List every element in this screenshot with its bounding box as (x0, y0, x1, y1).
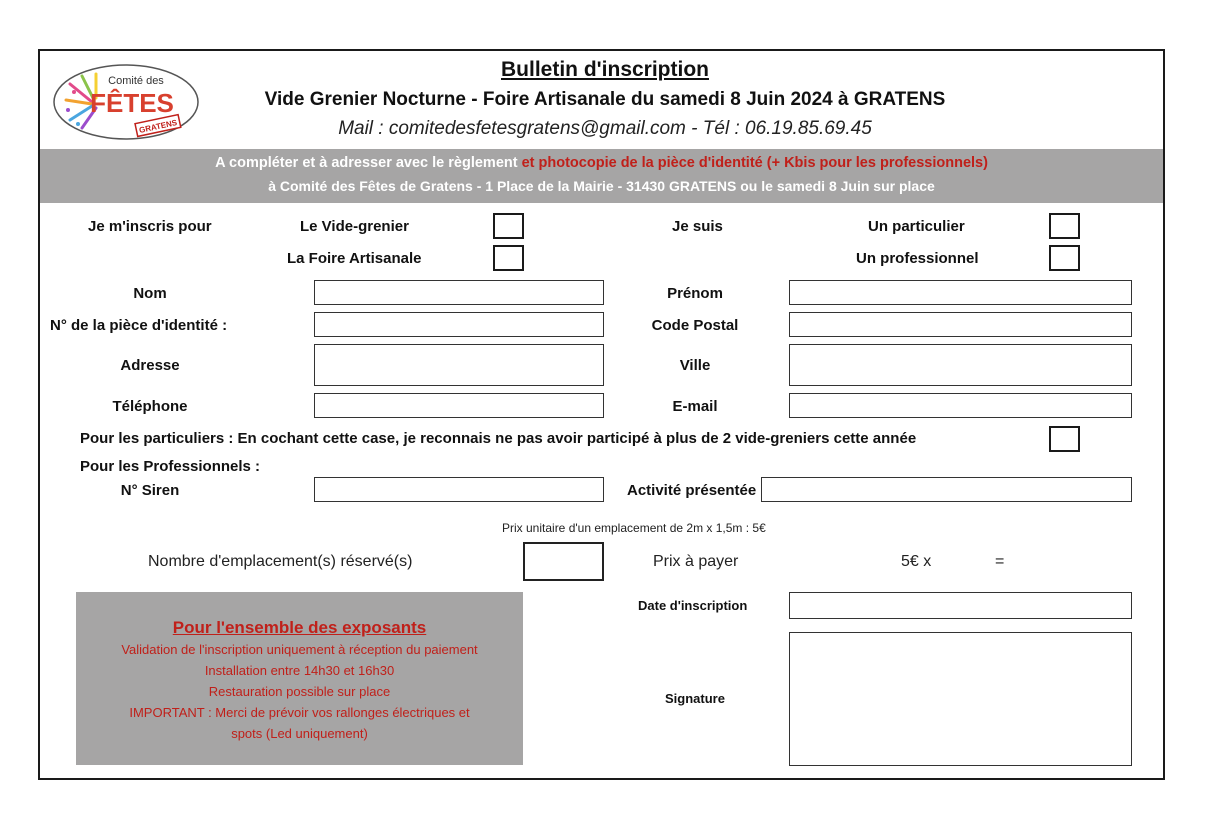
signature-label: Signature (665, 691, 725, 706)
checkbox-particulier[interactable] (1049, 213, 1080, 239)
option-vide-grenier-label: Le Vide-grenier (300, 218, 409, 235)
comite-des-fetes-logo (52, 62, 200, 142)
banner-instruction-text: A compléter et à adresser avec le règlement (215, 155, 522, 171)
banner-required-documents: et photocopie de la pièce d'identité (+ Kbis pour les professionnels) (521, 155, 988, 171)
option-professionnel-label: Un professionnel (856, 250, 979, 267)
nom-label: Nom (133, 285, 167, 302)
exposants-info-line: spots (Led uniquement) (231, 726, 368, 741)
code-postal-input[interactable] (789, 312, 1132, 337)
checkbox-foire-artisanale[interactable] (493, 245, 524, 271)
emplacements-count-label: Nombre d'emplacement(s) réservé(s) (148, 553, 413, 570)
piece-identite-label: N° de la pièce d'identité : (50, 317, 228, 334)
checkbox-vide-grenier[interactable] (493, 213, 524, 239)
exposants-info-line: Installation entre 14h30 et 16h30 (204, 663, 395, 678)
nom-input[interactable] (314, 280, 604, 305)
banner-instruction-line1 (40, 155, 1163, 171)
adresse-input[interactable] (314, 344, 604, 386)
telephone-label: Téléphone (112, 398, 188, 415)
ville-label: Ville (679, 357, 711, 374)
siren-label: N° Siren (120, 482, 180, 499)
checkbox-particuliers-declaration[interactable] (1049, 426, 1080, 452)
signature-area[interactable] (789, 632, 1132, 766)
registration-label: Je m'inscris pour (88, 218, 212, 235)
code-postal-label: Code Postal (651, 317, 739, 334)
option-foire-artisanale-label: La Foire Artisanale (287, 250, 422, 267)
date-inscription-label: Date d'inscription (638, 598, 748, 613)
emplacements-count-input[interactable] (523, 542, 604, 581)
exposants-info-title: Pour l'ensemble des exposants (172, 618, 427, 637)
professionnels-heading: Pour les Professionnels : (80, 458, 261, 475)
banner-address-line: à Comité des Fêtes de Gratens - 1 Place de la Mairie - 31430 GRATENS ou le samedi 8 Juin sur place (268, 178, 935, 194)
adresse-label: Adresse (120, 357, 180, 374)
ville-input[interactable] (789, 344, 1132, 386)
particuliers-declaration: Pour les particuliers : En cochant cette case, je reconnais ne pas avoir participé à plus de 2 vide-greniers cette année (80, 430, 917, 447)
prix-a-payer-label: Prix à payer (653, 553, 739, 570)
status-label: Je suis (672, 218, 723, 235)
telephone-input[interactable] (314, 393, 604, 418)
option-particulier-label: Un particulier (868, 218, 965, 235)
checkbox-professionnel[interactable] (1049, 245, 1080, 271)
email-input[interactable] (789, 393, 1132, 418)
exposants-info-line: IMPORTANT : Merci de prévoir vos rallonges électriques et (129, 705, 470, 720)
event-subtitle: Vide Grenier Nocturne - Foire Artisanale du samedi 8 Juin 2024 à GRATENS (264, 89, 946, 110)
contact-info: Mail : comitedesfetesgratens@gmail.com - Tél : 06.19.85.69.45 (338, 118, 872, 139)
page-title: Bulletin d'inscription (501, 58, 709, 81)
piece-identite-input[interactable] (314, 312, 604, 337)
prenom-input[interactable] (789, 280, 1132, 305)
price-formula: 5€ x (901, 553, 932, 570)
price-equals: = (995, 553, 1005, 570)
unit-price-note: Prix unitaire d'un emplacement de 2m x 1,5m : 5€ (502, 521, 766, 535)
exposants-info-line: Restauration possible sur place (208, 684, 391, 699)
logo-stamp-gratens: GRATENS (138, 118, 178, 135)
exposants-info-line: Validation de l'inscription uniquement à réception du paiement (121, 642, 478, 657)
prenom-label: Prénom (667, 285, 723, 302)
activite-label: Activité présentée (627, 482, 757, 499)
date-inscription-input[interactable] (789, 592, 1132, 619)
siren-input[interactable] (314, 477, 604, 502)
logo-text-fetes: FÊTES (90, 88, 174, 118)
logo-text-comite: Comité des (108, 75, 164, 87)
activite-input[interactable] (761, 477, 1132, 502)
email-label: E-mail (672, 398, 718, 415)
